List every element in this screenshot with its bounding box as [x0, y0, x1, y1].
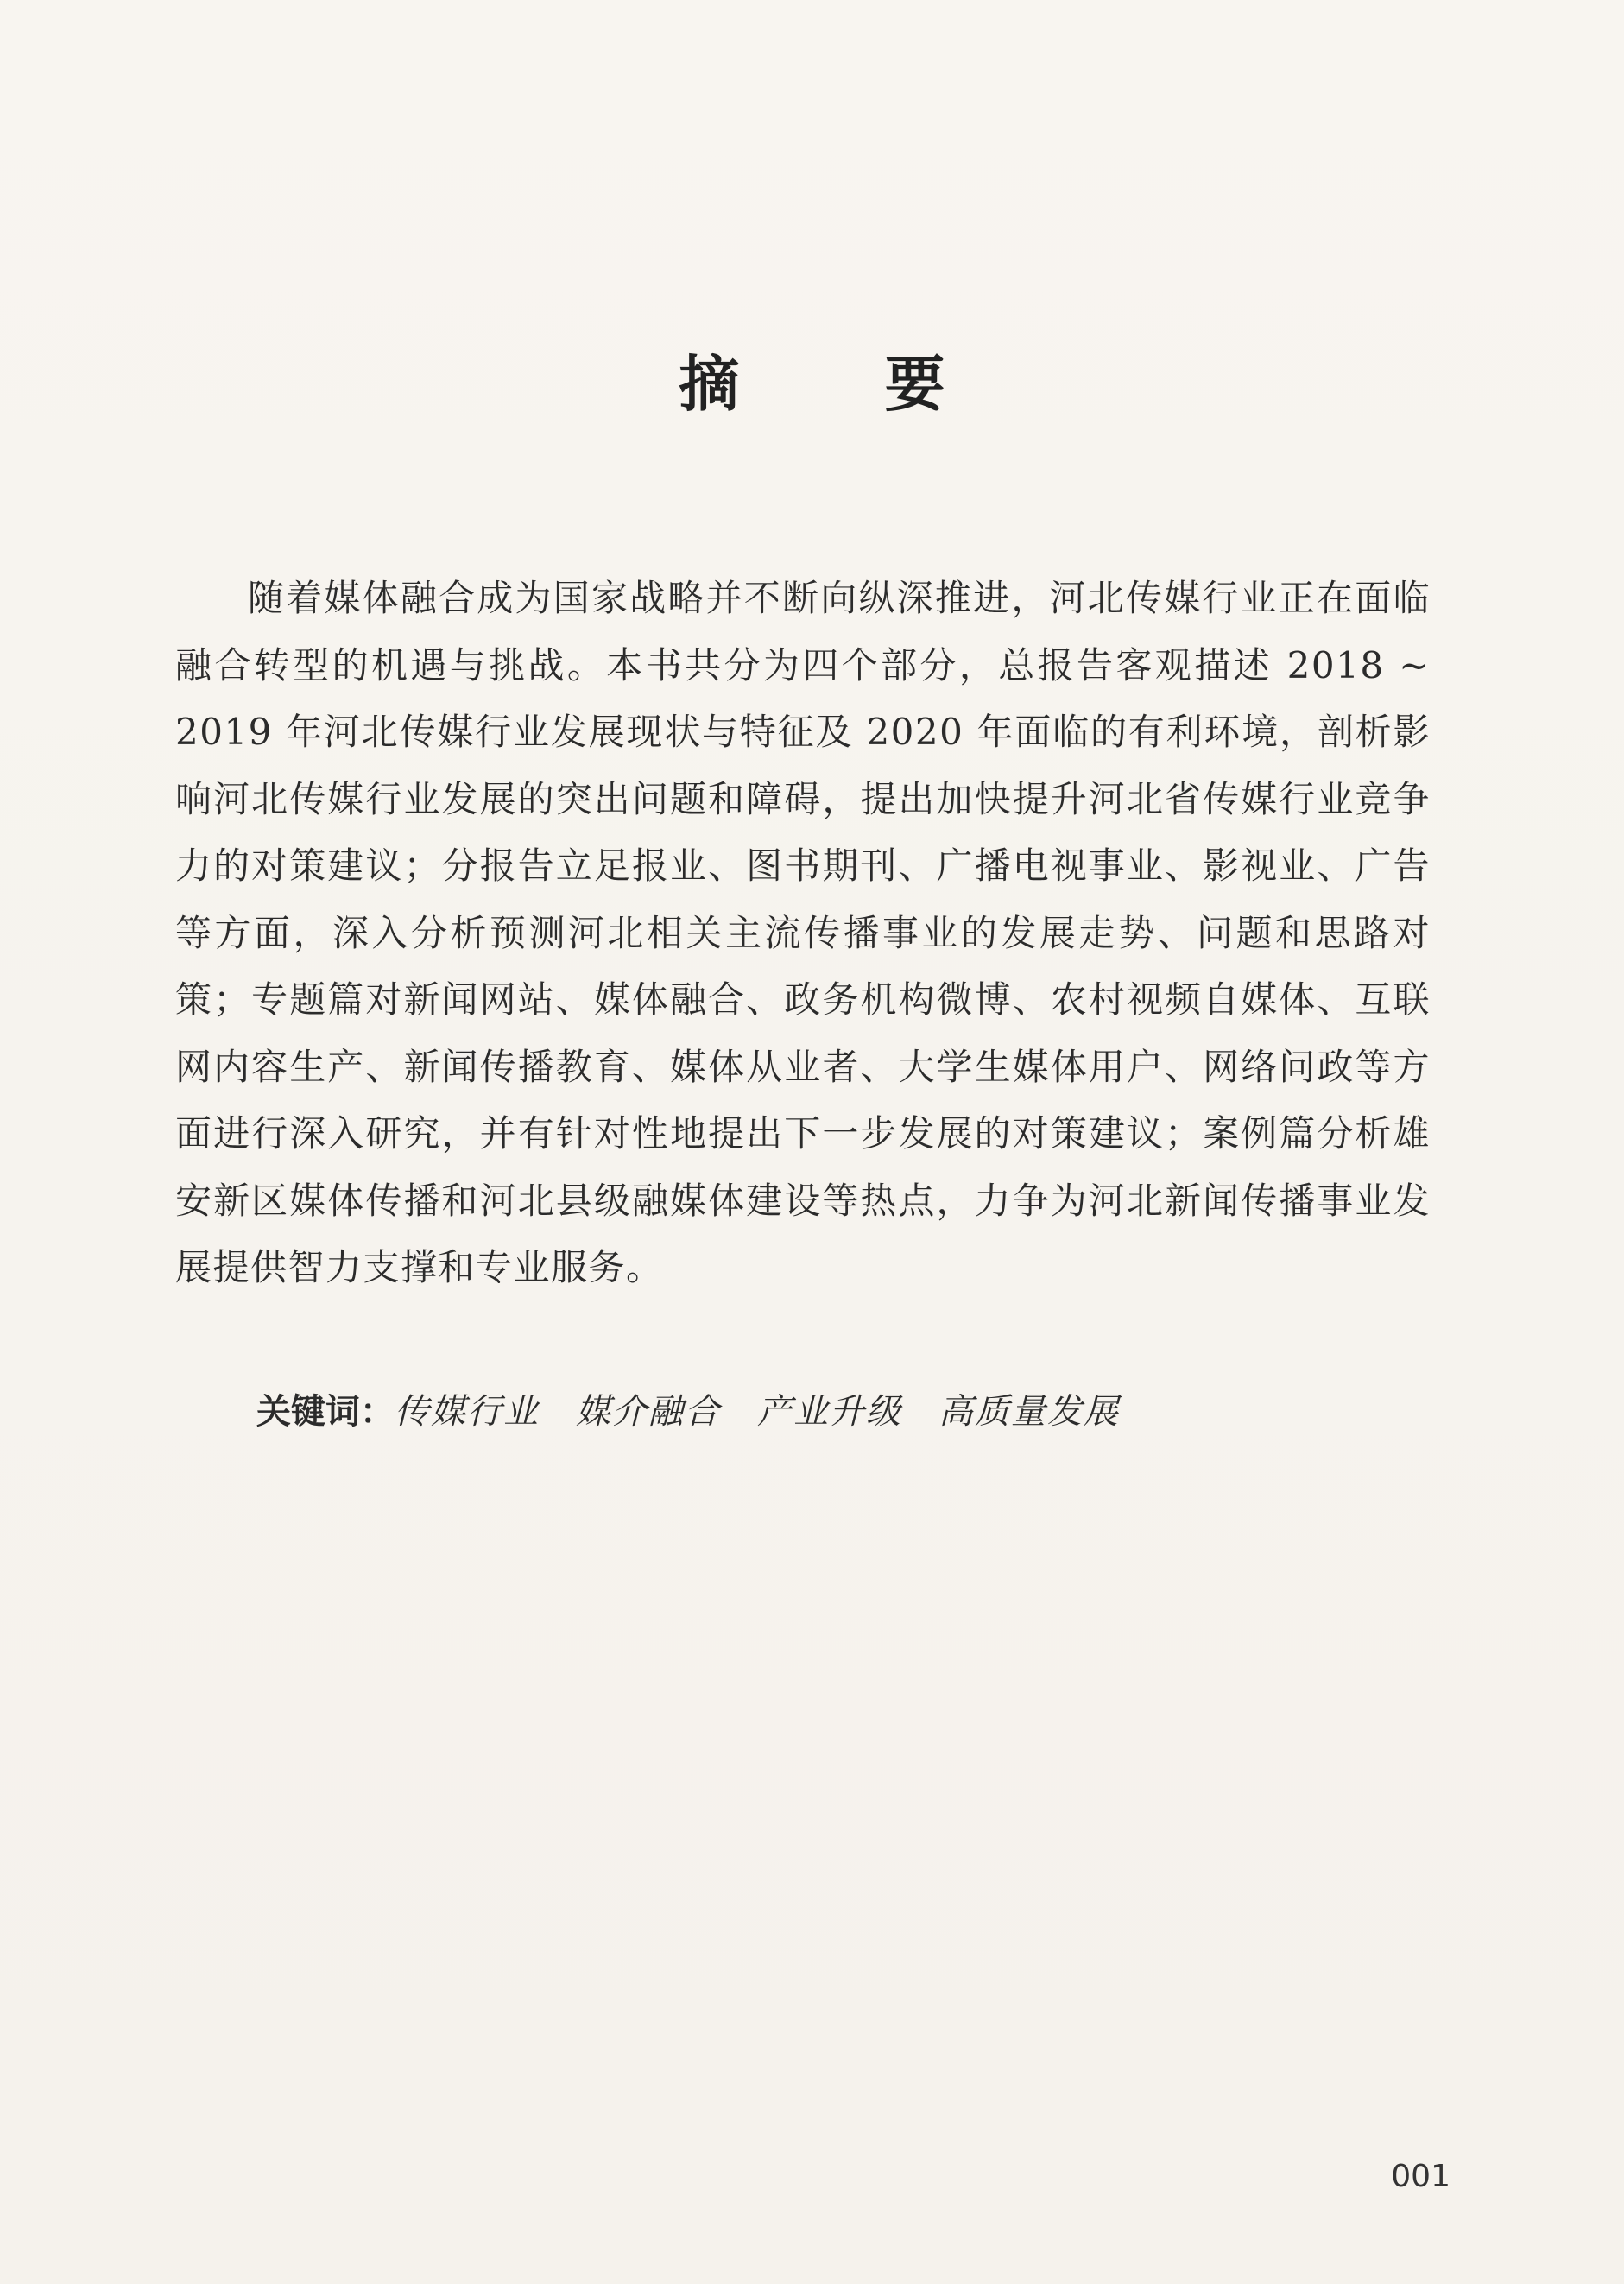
- keywords-label: 关键词：: [256, 1392, 395, 1432]
- page-title: 摘 要: [679, 349, 1008, 420]
- keyword-item: 媒介融合: [576, 1392, 721, 1432]
- keywords-line: [256, 1386, 1379, 1438]
- keyword-item: 高质量发展: [938, 1392, 1120, 1432]
- keyword-item: 产业升级: [757, 1392, 902, 1432]
- abstract-paragraph: 随着媒体融合成为国家战略并不断向纵深推进，河北传媒行业正在面临融合转型的机遇与挑战。本书共分为四个部分，总报告客观描述 2018 ~ 2019 年河北传媒行业发展现状与特征及 2020 年面临的有利环境，剖析影响河北传媒行业发展的突出问题和障碍，提出加快提升河北省传媒行业竞争力的对策建议；分报告立足报业、图书期刊、广播电视事业、影视业、广告等方面，深入分析预测河北相关主流传播事业的发展走势、问题和思路对策；专题篇对新闻网站、媒体融合、政务机构微博、农村视频自媒体、互联网内容生产、新闻传播教育、媒体从业者、大学生媒体用户、网络问政等方面进行深入研究，并有针对性地提出下一步发展的对策建议；案例篇分析雄安新区媒体传播和河北县级融媒体建设等热点，力争为河北新闻传播事业发展提供智力支撑和专业服务。: [175, 577, 1431, 1288]
- keyword-item: 传媒行业: [395, 1392, 540, 1432]
- page-number: 001: [1391, 2159, 1450, 2194]
